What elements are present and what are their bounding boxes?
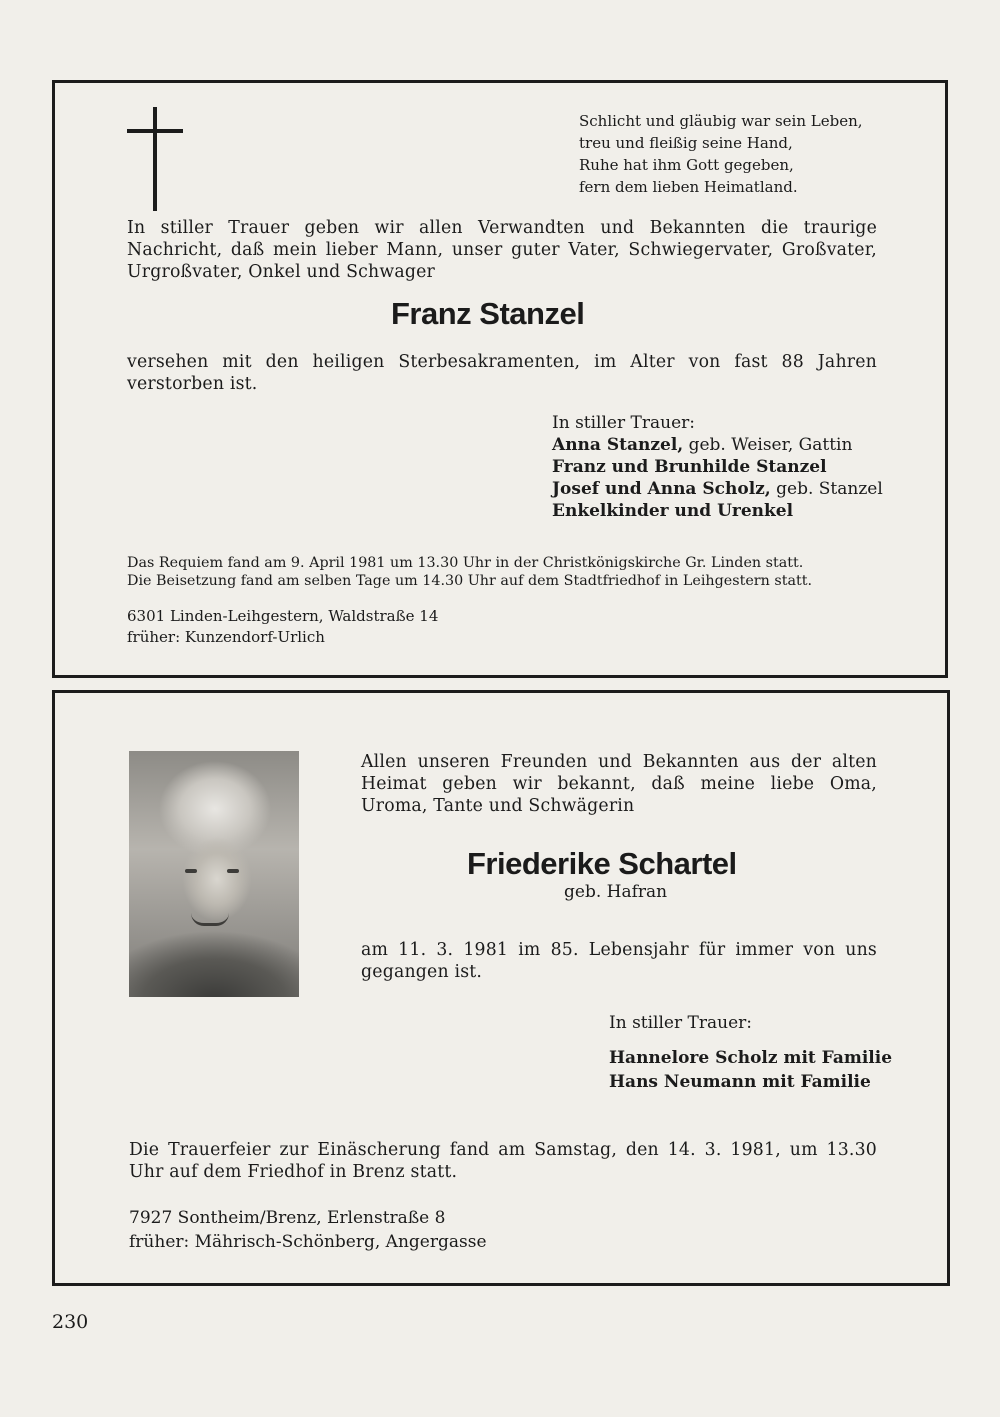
mourner: Hannelore Scholz mit Familie: [609, 1048, 893, 1068]
obituary-franz-stanzel: [52, 80, 948, 678]
obituary-friederike-schartel: [52, 690, 950, 1286]
mourners-list: [552, 412, 883, 522]
address: 7927 Sontheim/Brenz, Erlenstraße 8 früher: Mährisch-Schönberg, Angergasse: [129, 1208, 487, 1252]
announcement-text: In stiller Trauer geben wir allen Verwandten und Bekannten die traurige Nachricht, daß mein lieber Mann, unser guter Vater, Schwiegervater, Großvater, Urgroßvater, Onkel und Schwager: [127, 218, 877, 282]
mourner: Enkelkinder und Urenkel: [552, 501, 794, 521]
mourner: Franz und Brunhilde Stanzel: [552, 457, 827, 477]
ceremony-info: Die Trauerfeier zur Einäscherung fand am Samstag, den 14. 3. 1981, um 13.30 Uhr auf dem Friedhof in Brenz statt.: [129, 1140, 877, 1182]
cross-icon: [153, 107, 157, 211]
requiem-info: Das Requiem fand am 9. April 1981 um 13.30 Uhr in der Christkönigskirche Gr. Linden statt. Die Beisetzung fand am selben Tage um 14.30 Uhr auf dem Stadtfriedhof in Leihgestern statt.: [127, 555, 813, 589]
maiden-name: geb. Hafran: [564, 882, 668, 902]
page-number: 230: [52, 1311, 89, 1333]
deceased-name: Franz Stanzel: [391, 296, 585, 331]
mourning-title: In stiller Trauer:: [552, 413, 695, 433]
mourner: Josef und Anna Scholz, geb. Stanzel: [552, 479, 883, 499]
photo-detail: [227, 869, 239, 873]
portrait-photo: [129, 751, 299, 997]
photo-detail: [191, 913, 229, 926]
verse: Schlicht und gläubig war sein Leben, treu und fleißig seine Hand, Ruhe hat ihm Gott gegeben, fern dem lieben Heimatland.: [579, 112, 863, 196]
announcement-continuation: am 11. 3. 1981 im 85. Lebensjahr für immer von uns gegangen ist.: [361, 940, 877, 982]
announcement-continuation: versehen mit den heiligen Sterbesakramenten, im Alter von fast 88 Jahren verstorben ist.: [127, 352, 877, 394]
address: 6301 Linden-Leihgestern, Waldstraße 14 früher: Kunzendorf-Urlich: [127, 607, 439, 646]
mourners-list: [609, 1046, 892, 1094]
mourner: Hans Neumann mit Familie: [609, 1072, 871, 1092]
mourner: Anna Stanzel, geb. Weiser, Gattin: [552, 435, 853, 455]
deceased-name: Friederike Schartel: [467, 846, 737, 881]
cross-icon-bar: [127, 129, 183, 133]
mourning-title: In stiller Trauer:: [609, 1013, 752, 1033]
announcement-text: Allen unseren Freunden und Bekannten aus der alten Heimat geben wir bekannt, daß meine liebe Oma, Uroma, Tante und Schwägerin: [361, 752, 877, 816]
photo-detail: [185, 869, 197, 873]
